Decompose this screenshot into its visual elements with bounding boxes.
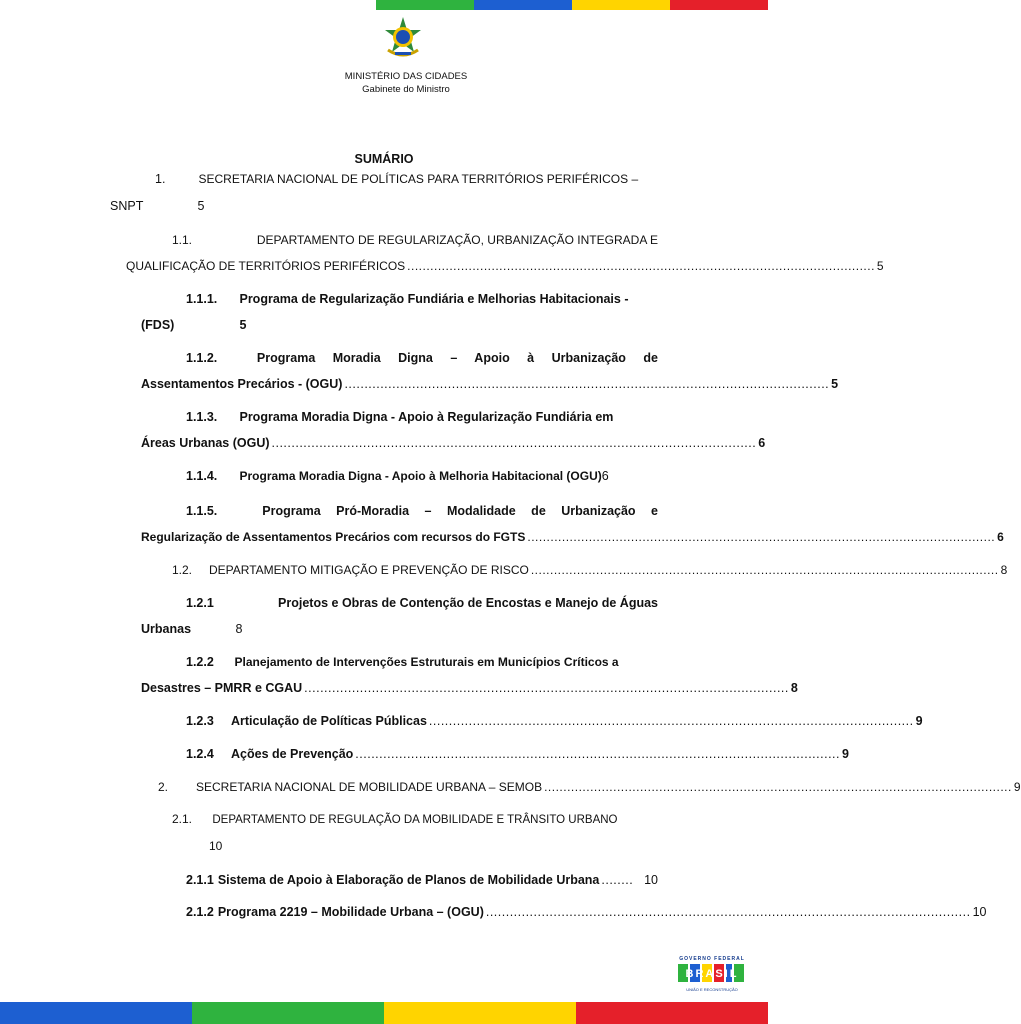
toc-text-cont: Assentamentos Precários - (OGU): [141, 377, 343, 391]
toc-page: 5: [831, 377, 839, 391]
toc-number: 2.1.2: [186, 905, 214, 919]
toc-text-cont: Desastres – PMRR e CGAU: [141, 681, 303, 695]
toc-text: Programa Moradia Digna – Apoio à Urbanização de: [256, 351, 658, 365]
toc-leader: ........: [601, 873, 634, 887]
toc-number: 1.2.1: [186, 596, 214, 610]
toc-entry-1-2-1[interactable]: [186, 596, 658, 610]
toc-number: 1.1.3.: [186, 410, 218, 424]
toc-leader: ..........................................................................................................................: [527, 530, 996, 544]
toc-text: Ações de Prevenção: [231, 747, 354, 761]
toc-page: 6: [758, 436, 766, 450]
toc-text: Programa de Regularização Fundiária e Melhorias Habitacionais -: [239, 292, 629, 306]
toc-page: 9: [1013, 780, 1021, 794]
toc-number: 1.1.4.: [186, 469, 218, 483]
toc-text-cont: (FDS): [141, 318, 175, 332]
bottom-bar-green: [192, 1002, 384, 1024]
toc-text: Sistema de Apoio à Elaboração de Planos de Mobilidade Urbana: [217, 873, 600, 887]
top-bar-red: [670, 0, 768, 10]
toc-page: 8: [1000, 563, 1008, 577]
toc-text-cont: QUALIFICAÇÃO DE TERRITÓRIOS PERIFÉRICOS: [126, 259, 406, 273]
toc-number: 2.: [158, 780, 169, 794]
toc-page: 8: [790, 681, 798, 695]
toc-entry-2-1-2[interactable]: [186, 905, 987, 919]
toc-text: Programa Moradia Digna - Apoio à Regularização Fundiária em: [239, 410, 614, 424]
bottom-bar-yellow: [384, 1002, 576, 1024]
toc-entry-1-2-2-cont: [141, 681, 798, 695]
toc-entry-1-1-5[interactable]: [186, 504, 658, 518]
logo-top-text: GOVERNO FEDERAL: [679, 956, 745, 962]
toc-leader: ..........................................................................................................................: [428, 714, 914, 728]
toc-entry-1-2[interactable]: [172, 563, 1008, 577]
toc-text: SECRETARIA NACIONAL DE MOBILIDADE URBANA – SEMOB: [196, 780, 543, 794]
toc-text: DEPARTAMENTO DE REGULAÇÃO DA MOBILIDADE E TRÂNSITO URBANO: [212, 814, 618, 826]
toc-entry-2-1-1[interactable]: [186, 873, 658, 887]
document-header: [0, 70, 812, 96]
toc-entry-1[interactable]: [155, 172, 658, 186]
toc-number: 2.1.1: [186, 873, 214, 887]
toc-entry-1-1-cont: [126, 259, 884, 273]
bottom-bar-red: [576, 1002, 768, 1024]
toc-number: 1.1.5.: [186, 504, 218, 518]
toc-entry-1-1-2-cont: [141, 377, 839, 391]
toc-leader: ..........................................................................................................................: [271, 436, 757, 450]
toc-leader: ..........................................................................................................................: [304, 681, 789, 695]
toc-entry-1-2-2[interactable]: [186, 655, 658, 669]
logo-tagline: UNIÃO E RECONSTRUÇÃO: [686, 987, 738, 992]
toc-page: 6: [601, 469, 609, 483]
toc-number: 2.1.: [172, 812, 193, 826]
top-bar-yellow: [572, 0, 670, 10]
toc-leader: ..........................................................................................................................: [544, 780, 1012, 794]
toc-number: 1.2.3: [186, 714, 214, 728]
toc-entry-1-1-1[interactable]: [186, 292, 658, 306]
toc-text: DEPARTAMENTO MITIGAÇÃO E PREVENÇÃO DE RISCO: [209, 563, 529, 577]
ministry-name: MINISTÉRIO DAS CIDADES: [344, 71, 468, 82]
toc-entry-1-1-2[interactable]: [186, 351, 658, 365]
coat-of-arms-icon: [380, 16, 426, 62]
toc-number: 1.2.2: [186, 655, 214, 669]
toc-entry-2[interactable]: [158, 780, 1021, 794]
toc-entry-1-2-4[interactable]: [186, 747, 849, 761]
toc-page: 9: [842, 747, 849, 761]
toc-number: 1.1.2.: [186, 351, 218, 365]
toc-text: DEPARTAMENTO DE REGULARIZAÇÃO, URBANIZAÇÃO INTEGRADA E: [256, 233, 658, 247]
toc-text-cont: Urbanas: [141, 622, 192, 636]
toc-text-cont: Regularização de Assentamentos Precários com recursos do FGTS: [141, 530, 526, 544]
toc-entry-1-1[interactable]: [172, 233, 658, 247]
office-name: Gabinete do Ministro: [362, 84, 450, 95]
toc-text-cont: SNPT: [110, 199, 144, 213]
toc-leader: ..........................................................................................................................: [407, 259, 875, 273]
toc-number: 1.1.: [172, 233, 193, 247]
summary-title: SUMÁRIO: [354, 152, 414, 166]
toc-text: SECRETARIA NACIONAL DE POLÍTICAS PARA TERRITÓRIOS PERIFÉRICOS –: [198, 172, 639, 186]
toc-entry-1-1-4[interactable]: [186, 469, 658, 483]
toc-page: 6: [997, 530, 1004, 544]
toc-entry-1-2-1-cont: [141, 622, 242, 636]
toc-page: 5: [239, 318, 247, 332]
toc-entry-1-1-3[interactable]: [186, 410, 658, 424]
toc-number: 1.2.4: [186, 747, 214, 761]
toc-number: 1.1.1.: [186, 292, 218, 306]
toc-text: Planejamento de Intervenções Estruturais em Municípios Críticos a: [234, 655, 619, 669]
toc-entry-1-cont: [110, 199, 204, 213]
toc-entry-1-2-3[interactable]: [186, 714, 923, 728]
toc-text: Articulação de Políticas Públicas: [231, 714, 427, 728]
toc-entry-1-1-5-cont: [141, 530, 1004, 544]
toc-text-cont: Áreas Urbanas (OGU): [141, 436, 270, 450]
bottom-bar-blue: [0, 1002, 192, 1024]
toc-page: 8: [235, 622, 243, 636]
toc-leader: ..........................................................................................................................: [355, 747, 840, 761]
toc-page: 10: [972, 905, 987, 919]
toc-entry-1-1-1-cont: [141, 318, 246, 332]
toc-number: 1.: [155, 172, 166, 186]
toc-leader: ..........................................................................................................................: [485, 905, 971, 919]
toc-page: 5: [197, 199, 205, 213]
toc-entry-1-1-3-cont: [141, 436, 766, 450]
toc-text: Programa Pró-Moradia – Modalidade de Urbanização e: [262, 504, 658, 518]
toc-entry-2-1[interactable]: [172, 812, 658, 826]
toc-page: 10: [644, 873, 658, 887]
toc-text: Programa Moradia Digna - Apoio à Melhoria Habitacional (OGU): [239, 469, 602, 483]
top-bar-green: [376, 0, 474, 10]
governo-federal-logo: [676, 956, 748, 992]
toc-leader: ..........................................................................................................................: [344, 377, 830, 391]
toc-page: 9: [915, 714, 923, 728]
logo-wordmark: BRASIL: [685, 968, 739, 980]
top-color-bar: [376, 0, 768, 10]
toc-text: Projetos e Obras de Contenção de Encostas e Manejo de Águas: [278, 596, 658, 610]
toc-page: 5: [876, 259, 884, 273]
toc-entry-2-1-page: 10: [209, 839, 223, 853]
toc-text: Programa 2219 – Mobilidade Urbana – (OGU): [217, 905, 484, 919]
toc-leader: ..........................................................................................................................: [530, 563, 999, 577]
toc-number: 1.2.: [172, 563, 193, 577]
bottom-color-bar: [0, 1002, 768, 1024]
top-bar-blue: [474, 0, 572, 10]
